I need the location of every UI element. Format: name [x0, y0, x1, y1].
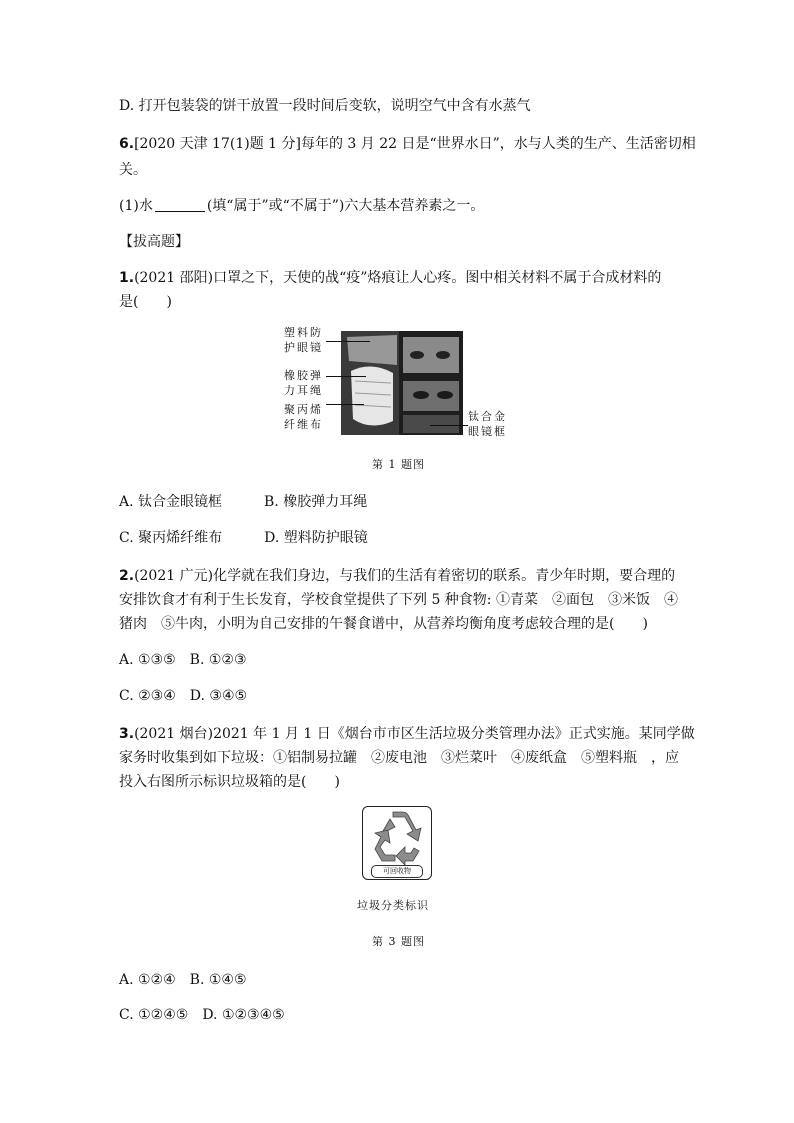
- leader-line-3: [326, 404, 364, 405]
- q6-number: 6.: [119, 136, 135, 152]
- leader-line-2: [326, 376, 366, 377]
- mask-photo-drawing: [341, 331, 463, 435]
- q3-number: 3.: [119, 726, 135, 742]
- leader-line-4: [430, 425, 468, 426]
- q1-text-1: (2021 邵阳)口罩之下，天使的战“疫”烙痕让人心疼。图中相关材料不属于合成材料的: [134, 270, 662, 286]
- recycle-icon: [363, 809, 431, 867]
- q3-text-2: 家务时收集到如下垃圾：①铝制易拉罐 ②废电池 ③烂菜叶 ④废纸盒 ⑤塑料瓶 ，应: [119, 750, 679, 766]
- q3-text-1: (2021 烟台)2021 年 1 月 1 日《烟台市市区生活垃圾分类管理办法》正式实施。某同学做: [134, 726, 695, 742]
- q6-line-1: [119, 134, 696, 154]
- q1-line-1: [119, 268, 661, 288]
- q1-options-row-1: A. 钛合金眼镜框 B. 橡胶弹力耳绳: [119, 494, 368, 510]
- q2-text-2: 安排饮食才有利于生长发育，学校食堂提供了下列 5 种食物: ①青菜 ②面包 ③米饭 ④: [119, 592, 678, 608]
- q2-number: 2.: [119, 568, 135, 584]
- q2-text-1: (2021 广元)化学就在我们身边，与我们的生活有着密切的联系。青少年时期，要合理的: [134, 568, 676, 584]
- bin-label: 可回收物: [371, 865, 423, 878]
- q1-figure-caption: 第 1 题图: [372, 458, 425, 471]
- q2-options-row-2: C. ②③④ D. ③④⑤: [119, 688, 248, 704]
- leader-line-1: [326, 341, 370, 342]
- q3-figure-caption: 第 3 题图: [372, 935, 425, 948]
- q2-text-3: 猪肉 ⑤牛肉，小明为自己安排的午餐食谱中，从营养均衡角度考虑较合理的是( ): [119, 616, 648, 632]
- option-d-line: D. 打开包装袋的饼干放置一段时间后变软，说明空气中含有水蒸气: [119, 98, 531, 114]
- q1-text-2: 是( ): [119, 294, 172, 310]
- q3-text-3: 投入右图所示标识垃圾箱的是( ): [119, 774, 340, 790]
- q6-sub-before: (1)水: [119, 198, 153, 214]
- q2-options-row-1: A. ①③⑤ B. ①②③: [119, 652, 247, 668]
- q6-text-2: 关。: [119, 162, 147, 178]
- label-rubber-earloop: 橡胶弹 力耳绳: [284, 369, 323, 397]
- q3-options-row-2: C. ①②④⑤ D. ①②③④⑤: [119, 1007, 285, 1023]
- q1-number: 1.: [119, 270, 135, 286]
- q6-text-1: [2020 天津 17(1)题 1 分]每年的 3 月 22 日是“世界水日”，水与人类的生产、生活密切相: [134, 136, 696, 152]
- section-heading: 【拔高题】: [119, 234, 189, 250]
- mask-photo: [341, 331, 463, 435]
- q6-sub-after: (填“属于”或“不属于”)六大基本营养素之一。: [206, 198, 485, 214]
- label-polypropylene-cloth: 聚丙烯 纤维布: [284, 403, 323, 431]
- q2-line-1: [119, 566, 675, 586]
- q3-figure-title: 垃圾分类标识: [357, 899, 429, 912]
- answer-blank: [155, 197, 205, 212]
- recycling-bin-sign: [362, 806, 432, 880]
- q1-options-row-2: C. 聚丙烯纤维布 D. 塑料防护眼镜: [119, 530, 368, 546]
- label-titanium-frame: 钛合金 眼镜框: [468, 410, 507, 438]
- q6-subquestion: [119, 196, 484, 216]
- q3-line-1: [119, 724, 695, 744]
- q3-options-row-1: A. ①②④ B. ①④⑤: [119, 972, 247, 988]
- label-plastic-goggles: 塑料防 护眼镜: [284, 326, 323, 354]
